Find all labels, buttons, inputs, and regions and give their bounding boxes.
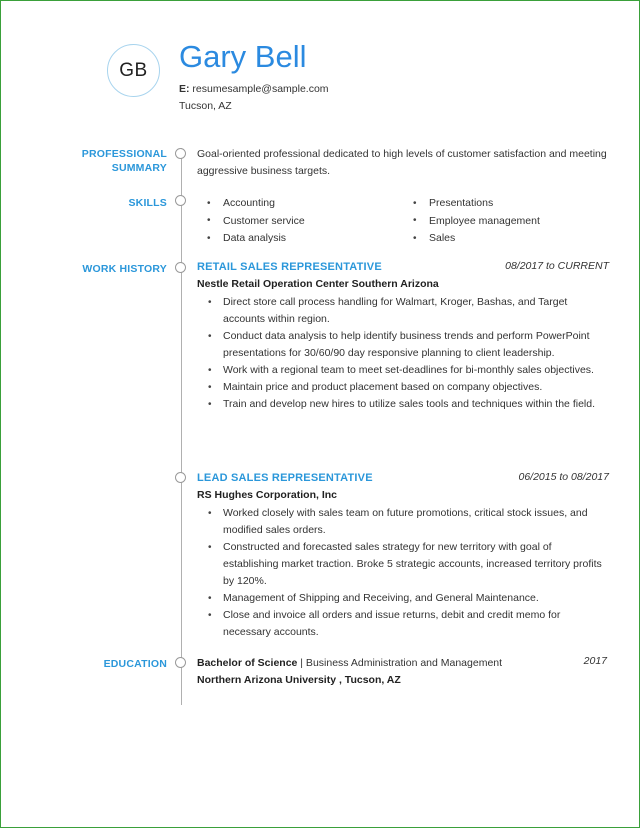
education-entry	[197, 655, 609, 689]
avatar	[107, 44, 160, 97]
job-title: RETAIL SALES REPRESENTATIVE	[197, 261, 382, 273]
job-bullet: • Worked closely with sales team on future promotions, critical stock issues, and modified sales orders.	[197, 505, 609, 539]
job-bullet: • Work with a regional team to meet set-deadlines for bi-monthly sales objectives.	[197, 362, 609, 379]
timeline-dot-skills	[175, 195, 186, 206]
resume-document	[1, 1, 640, 828]
job-bullet: • Train and develop new hires to utilize sales tools and techniques within the field.	[197, 396, 609, 413]
avatar-initials: GB	[119, 59, 148, 81]
job-company: RS Hughes Corporation, Inc	[197, 489, 338, 501]
skill-item: • Presentations	[403, 195, 609, 213]
email-value: resumesample@sample.com	[192, 83, 329, 95]
skill-item: • Sales	[403, 230, 609, 248]
section-label-education: EDUCATION	[103, 658, 167, 670]
resume-header	[107, 39, 577, 117]
timeline-rail	[181, 148, 182, 705]
job-bullet: • Constructed and forecasted sales strategy for new territory with goal of establishing market traction. Broke 5 strategic accounts, increased territory profits by 120%.	[197, 539, 609, 590]
job-bullet: • Conduct data analysis to help identify business trends and perform PowerPoint presentations for 30/60/90 day responsive planning to client leadership.	[197, 328, 609, 362]
section-label-work-history: WORK HISTORY	[82, 263, 167, 275]
section-label-skills: SKILLS	[128, 197, 167, 209]
skill-item: • Customer service	[197, 213, 403, 231]
section-label-professional-summary	[31, 147, 167, 175]
education-school: Northern Arizona University , Tucson, AZ	[197, 674, 401, 686]
timeline-dot-summary	[175, 148, 186, 159]
education-degree-line	[197, 655, 609, 672]
timeline-dot-job-2	[175, 472, 186, 483]
job-dates: 06/2015 to 08/2017	[518, 471, 609, 483]
job-bullet: • Close and invoice all orders and issue returns, debit and credit memo for necessary accounts.	[197, 607, 609, 641]
skills-column-left	[197, 195, 403, 248]
email-label: E:	[179, 83, 190, 95]
skills-content	[197, 195, 609, 248]
section-label-line-1: PROFESSIONAL	[81, 148, 167, 160]
job-bullet: • Management of Shipping and Receiving, and General Maintenance.	[197, 590, 609, 607]
job-entry-1	[197, 260, 609, 413]
timeline-dot-education	[175, 657, 186, 668]
education-year: 2017	[583, 655, 607, 667]
skill-item: • Data analysis	[197, 230, 403, 248]
education-degree: Bachelor of Science	[197, 657, 298, 669]
timeline-dot-work-history	[175, 262, 186, 273]
skills-column-right	[403, 195, 609, 248]
contact-location: Tucson, AZ	[179, 100, 232, 112]
job-bullets	[197, 505, 609, 641]
candidate-name: Gary Bell	[179, 39, 307, 74]
professional-summary-content	[197, 146, 609, 180]
skill-item: • Accounting	[197, 195, 403, 213]
job-bullet: • Maintain price and product placement based on company objectives.	[197, 379, 609, 396]
section-label-line-2: SUMMARY	[111, 162, 167, 174]
job-bullet: • Direct store call process handling for Walmart, Kroger, Bashas, and Target accounts within region.	[197, 294, 609, 328]
job-entry-2	[197, 471, 609, 641]
job-bullets	[197, 294, 609, 413]
summary-text: Goal-oriented professional dedicated to high levels of customer satisfaction and meeting aggressive business targets.	[197, 148, 607, 177]
education-field: | Business Administration and Management	[297, 657, 503, 669]
job-company: Nestle Retail Operation Center Southern Arizona	[197, 278, 439, 290]
skill-item: • Employee management	[403, 213, 609, 231]
job-title: LEAD SALES REPRESENTATIVE	[197, 472, 373, 484]
job-dates: 08/2017 to CURRENT	[505, 260, 609, 272]
contact-email	[179, 83, 329, 95]
